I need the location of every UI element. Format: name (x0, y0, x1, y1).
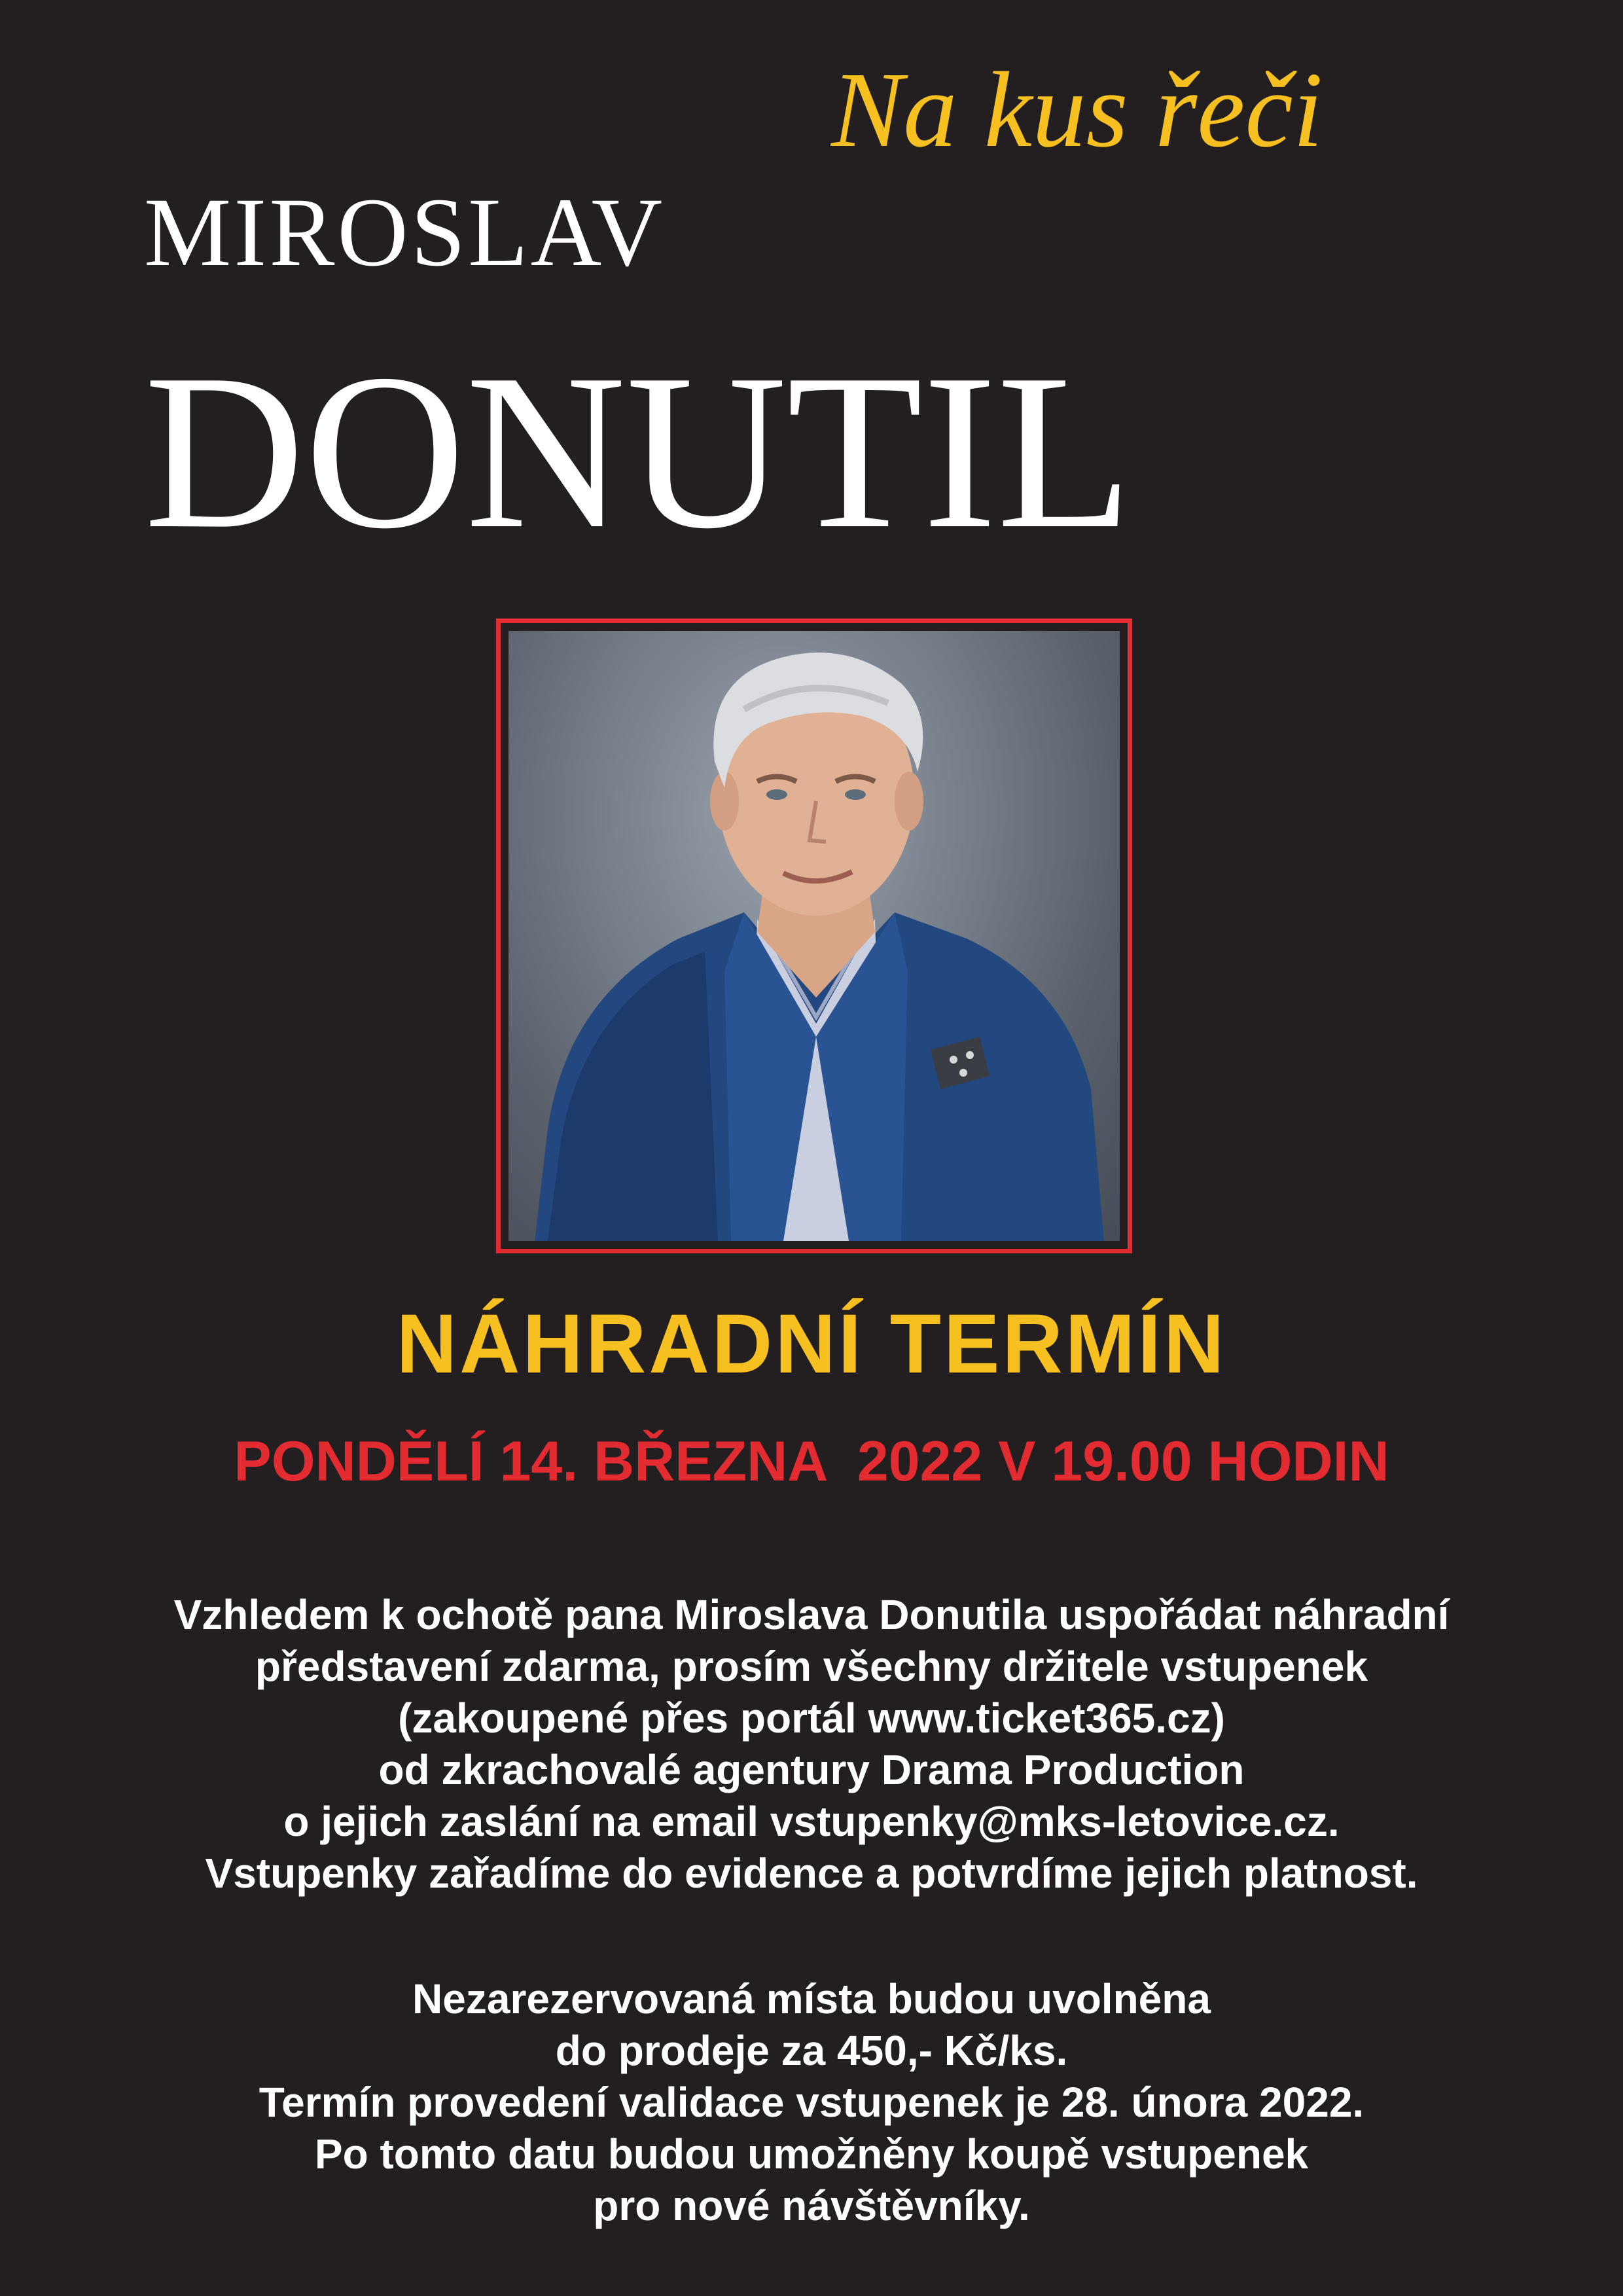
notice-line: Vstupenky zařadíme do evidence a potvrdíme jejich platnost. (205, 1850, 1418, 1897)
replacement-date-headline: NÁHRADNÍ TERMÍN (396, 1297, 1227, 1391)
notice-line: (zakoupené přes portál www.ticket365.cz) (398, 1695, 1225, 1742)
event-date-time: PONDĚLÍ 14. BŘEZNA 2022 V 19.00 HODIN (234, 1430, 1389, 1493)
notice-paragraph-sales (26, 1973, 1597, 2232)
notice-line: Nezarezervovaná místa budou uvolněna (412, 1975, 1211, 2022)
notice-line: pro nové návštěvníky. (593, 2182, 1030, 2229)
notice-paragraph-tickets (26, 1589, 1597, 1899)
notice-line: Termín provedení validace vstupenek je 28. února 2022. (259, 2079, 1364, 2126)
performer-last-name: DONUTIL (144, 328, 1133, 575)
portrait-illustration (508, 631, 1120, 1241)
notice-line: představení zdarma, prosím všechny držitele vstupenek (255, 1643, 1368, 1690)
portrait-frame (496, 619, 1132, 1253)
notice-line: Po tomto datu budou umožněny koupě vstupenek (314, 2130, 1309, 2178)
performer-first-name: MIROSLAV (144, 178, 666, 287)
notice-line: od zkrachovalé agentury Drama Production (378, 1746, 1245, 1793)
notice-line: o jejich zaslání na email vstupenky@mks-letovice.cz. (283, 1798, 1340, 1845)
event-subtitle: Na kus řeči (831, 50, 1323, 170)
notice-line: do prodeje za 450,- Kč/ks. (555, 2027, 1068, 2074)
performer-portrait (508, 631, 1120, 1241)
notice-line: Vzhledem k ochotě pana Miroslava Donutila uspořádat náhradní (173, 1591, 1450, 1638)
